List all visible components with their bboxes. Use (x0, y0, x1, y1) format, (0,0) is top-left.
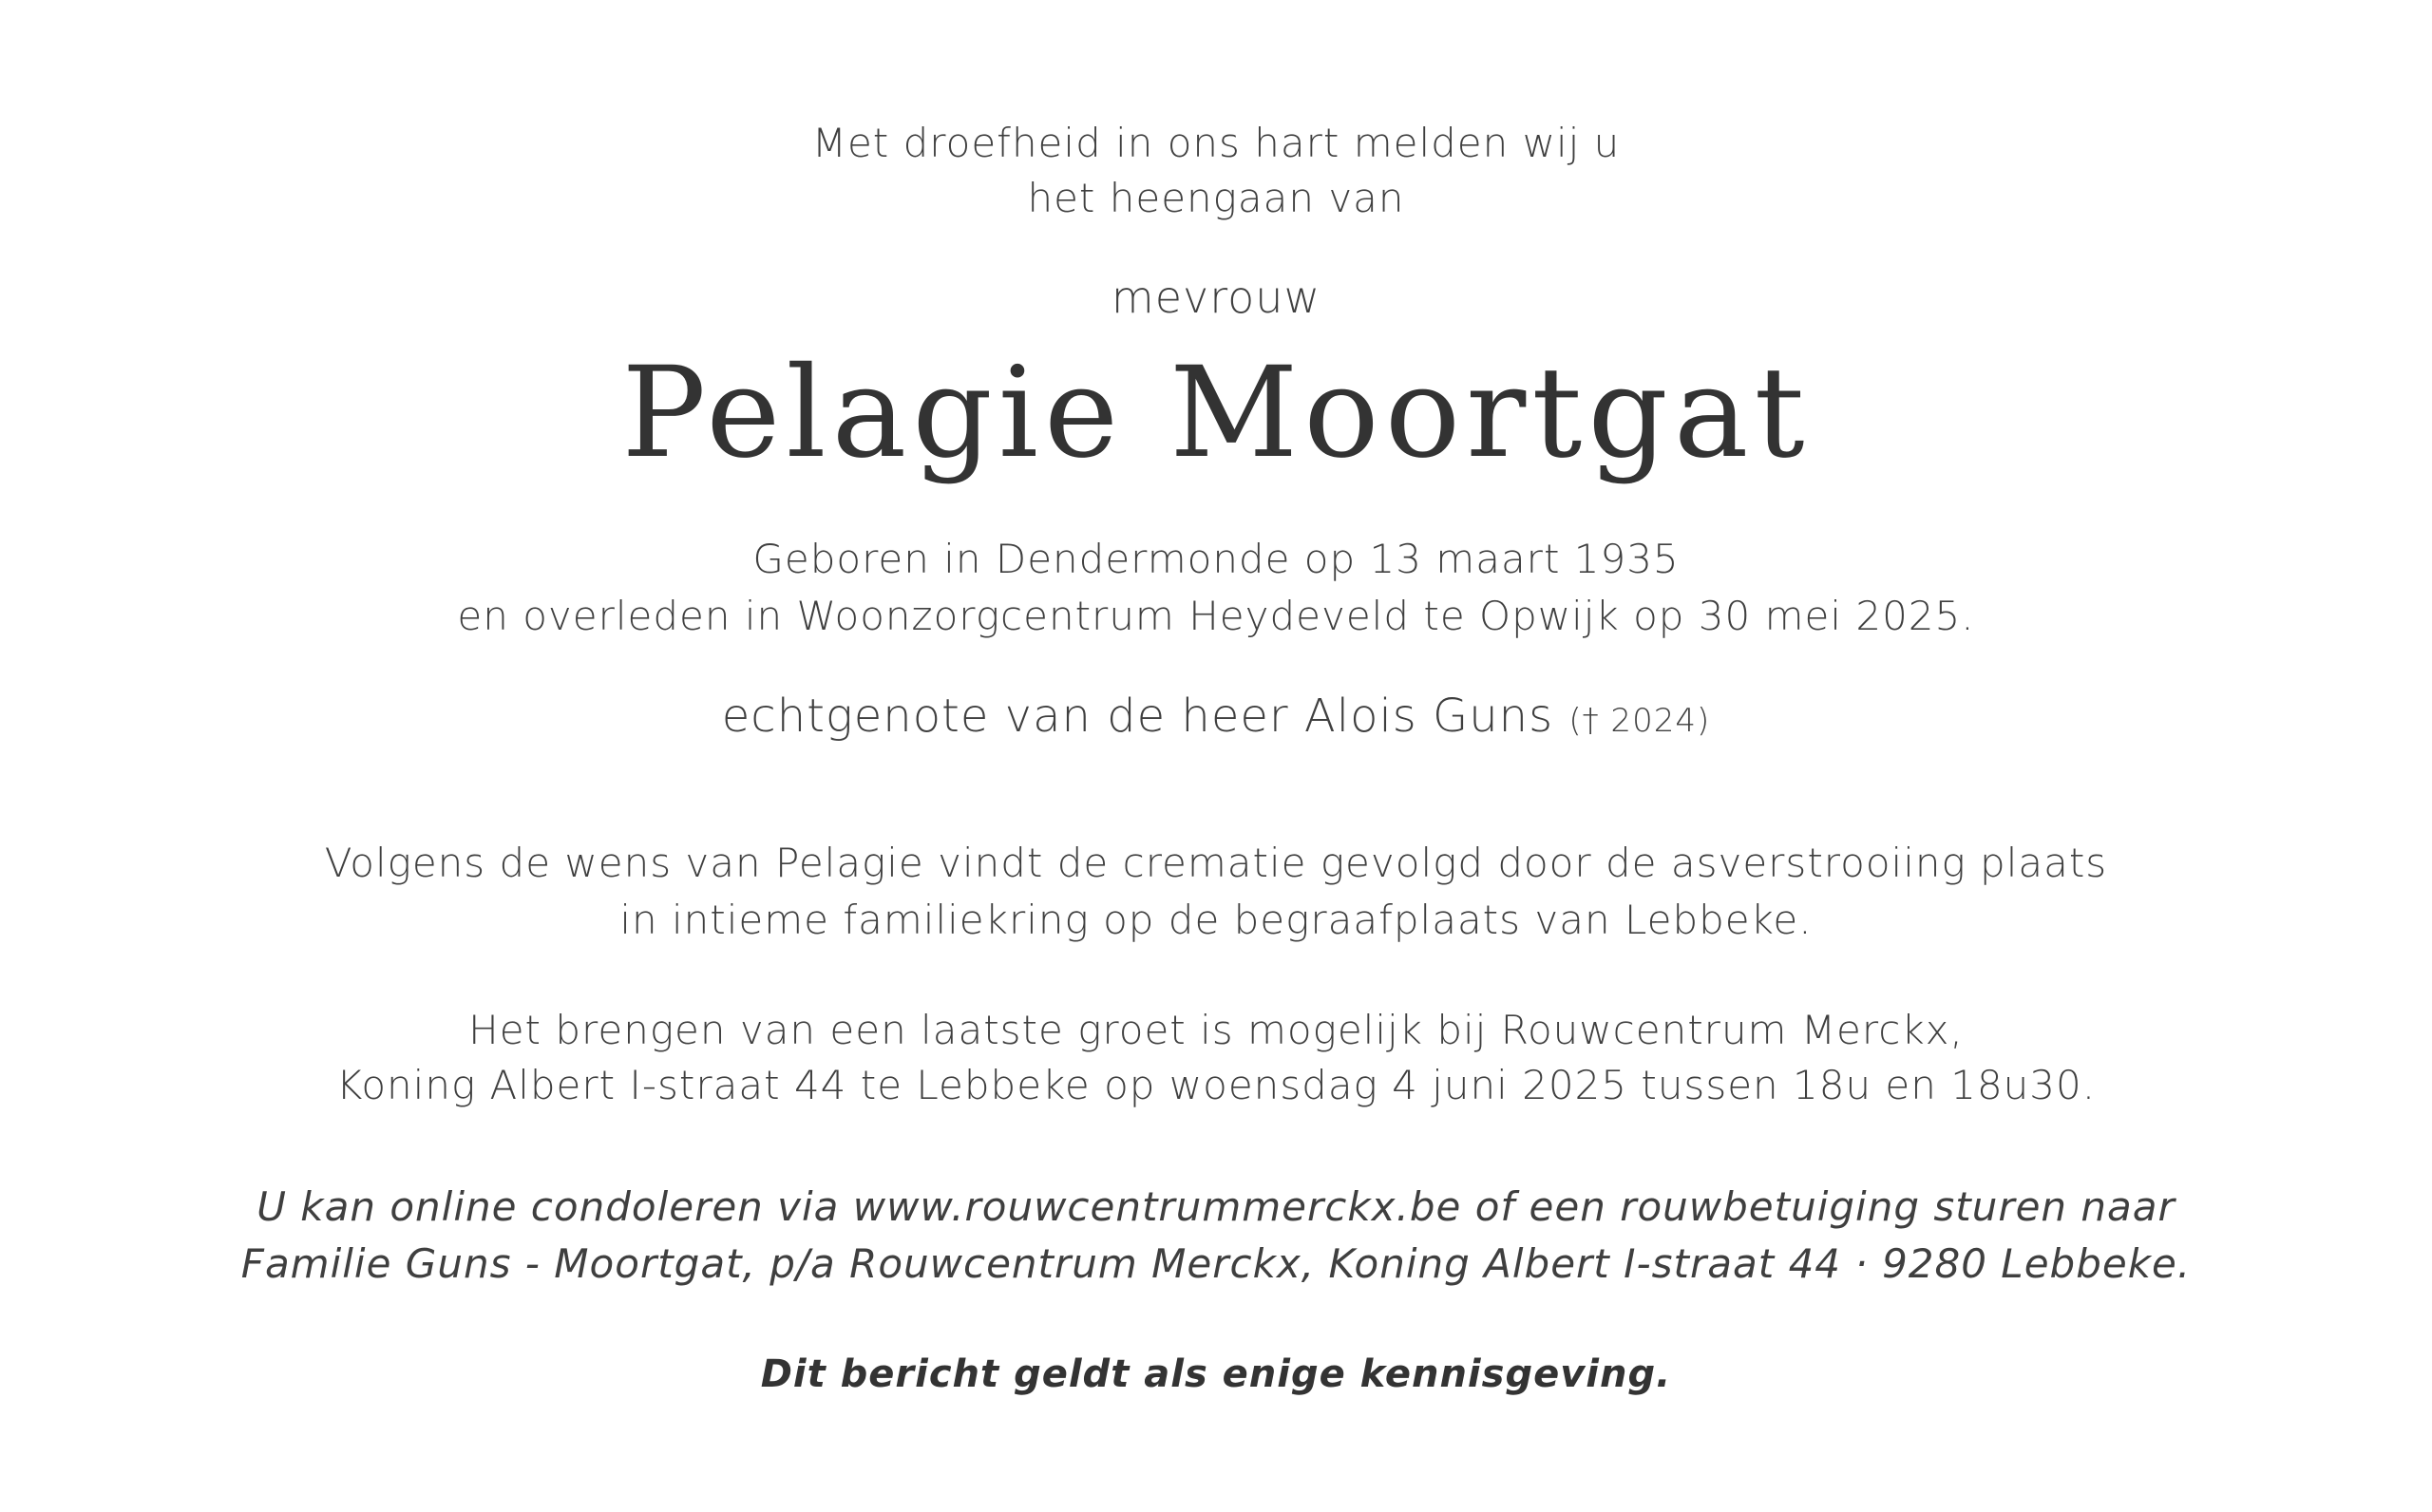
cremation-line-2: in intieme familiekring op de begraafplaats van Lebbeke. (619, 897, 1813, 943)
closing-statement: Dit bericht geldt als enige kennisgeving. (760, 1352, 1672, 1396)
cremation-line-1: Volgens de wens van Pelagie vindt de crematie gevolgd door de asverstrooiing plaats (324, 840, 2108, 886)
spouse-text: echtgenote van de heer Alois Guns (721, 690, 1554, 743)
deceased-name: Pelagie Moortgat (621, 340, 1811, 486)
farewell-line-1: Het brengen van een laatste groet is mogelijk bij Rouwcentrum Merckx, (468, 1007, 1964, 1053)
birth-line: Geboren in Dendermonde op 13 maart 1935 (752, 536, 1680, 582)
intro-line-1: Met droefheid in ons hart melden wij u (811, 120, 1621, 166)
farewell-line-2: Koning Albert I-straat 44 te Lebbeke op woensdag 4 juni 2025 tussen 18u en 18u30. (335, 1062, 2097, 1108)
spouse-line (0, 690, 2432, 743)
honorific: mevrouw (1111, 272, 1321, 323)
condolence-line-2: Familie Guns - Moortgat, p/a Rouwcentrum Merckx, Koning Albert I-straat 44 · 9280 Lebbeke. (240, 1240, 2192, 1287)
condolence-line-1: U kan online condoleren via www.rouwcentrummerckx.be of een rouwbetuiging sturen naar (256, 1183, 2176, 1230)
death-line: en overleden in Woonzorgcentrum Heydeveld te Opwijk op 30 mei 2025. (457, 593, 1975, 639)
spouse-death-note: († 2024) (1568, 702, 1711, 740)
intro-line-2: het heengaan van (1027, 175, 1405, 221)
